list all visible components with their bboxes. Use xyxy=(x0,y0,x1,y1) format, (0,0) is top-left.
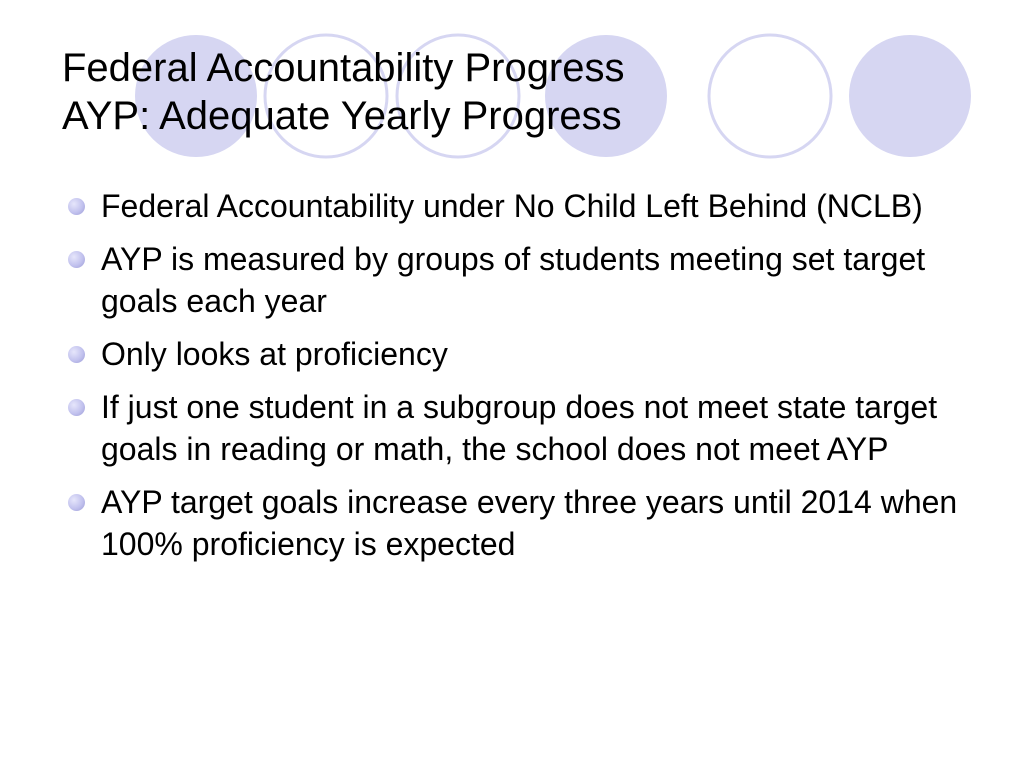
bullet-text: AYP target goals increase every three years until 2014 when 100% proficiency is expected xyxy=(101,484,958,562)
bullet-item xyxy=(62,386,982,470)
bullet-text: Only looks at proficiency xyxy=(101,336,448,372)
slide-title-line-2: AYP: Adequate Yearly Progress xyxy=(62,94,622,138)
slide-title xyxy=(62,44,962,140)
bullet-item xyxy=(62,333,982,375)
bullet-item xyxy=(62,481,982,565)
bullet-text: AYP is measured by groups of students meeting set target goals each year xyxy=(101,241,926,319)
bullet-text: If just one student in a subgroup does not meet state target goals in reading or math, the school does not meet AYP xyxy=(101,389,938,467)
bullet-item xyxy=(62,185,982,227)
bullet-text: Federal Accountability under No Child Left Behind (NCLB) xyxy=(101,188,923,224)
bullet-item xyxy=(62,238,982,322)
bullet-dot-icon xyxy=(68,346,85,363)
bullet-list xyxy=(62,185,982,576)
bullet-dot-icon xyxy=(68,198,85,215)
bullet-dot-icon xyxy=(68,494,85,511)
bullet-dot-icon xyxy=(68,251,85,268)
slide-title-line-1: Federal Accountability Progress xyxy=(62,46,625,90)
bullet-dot-icon xyxy=(68,399,85,416)
